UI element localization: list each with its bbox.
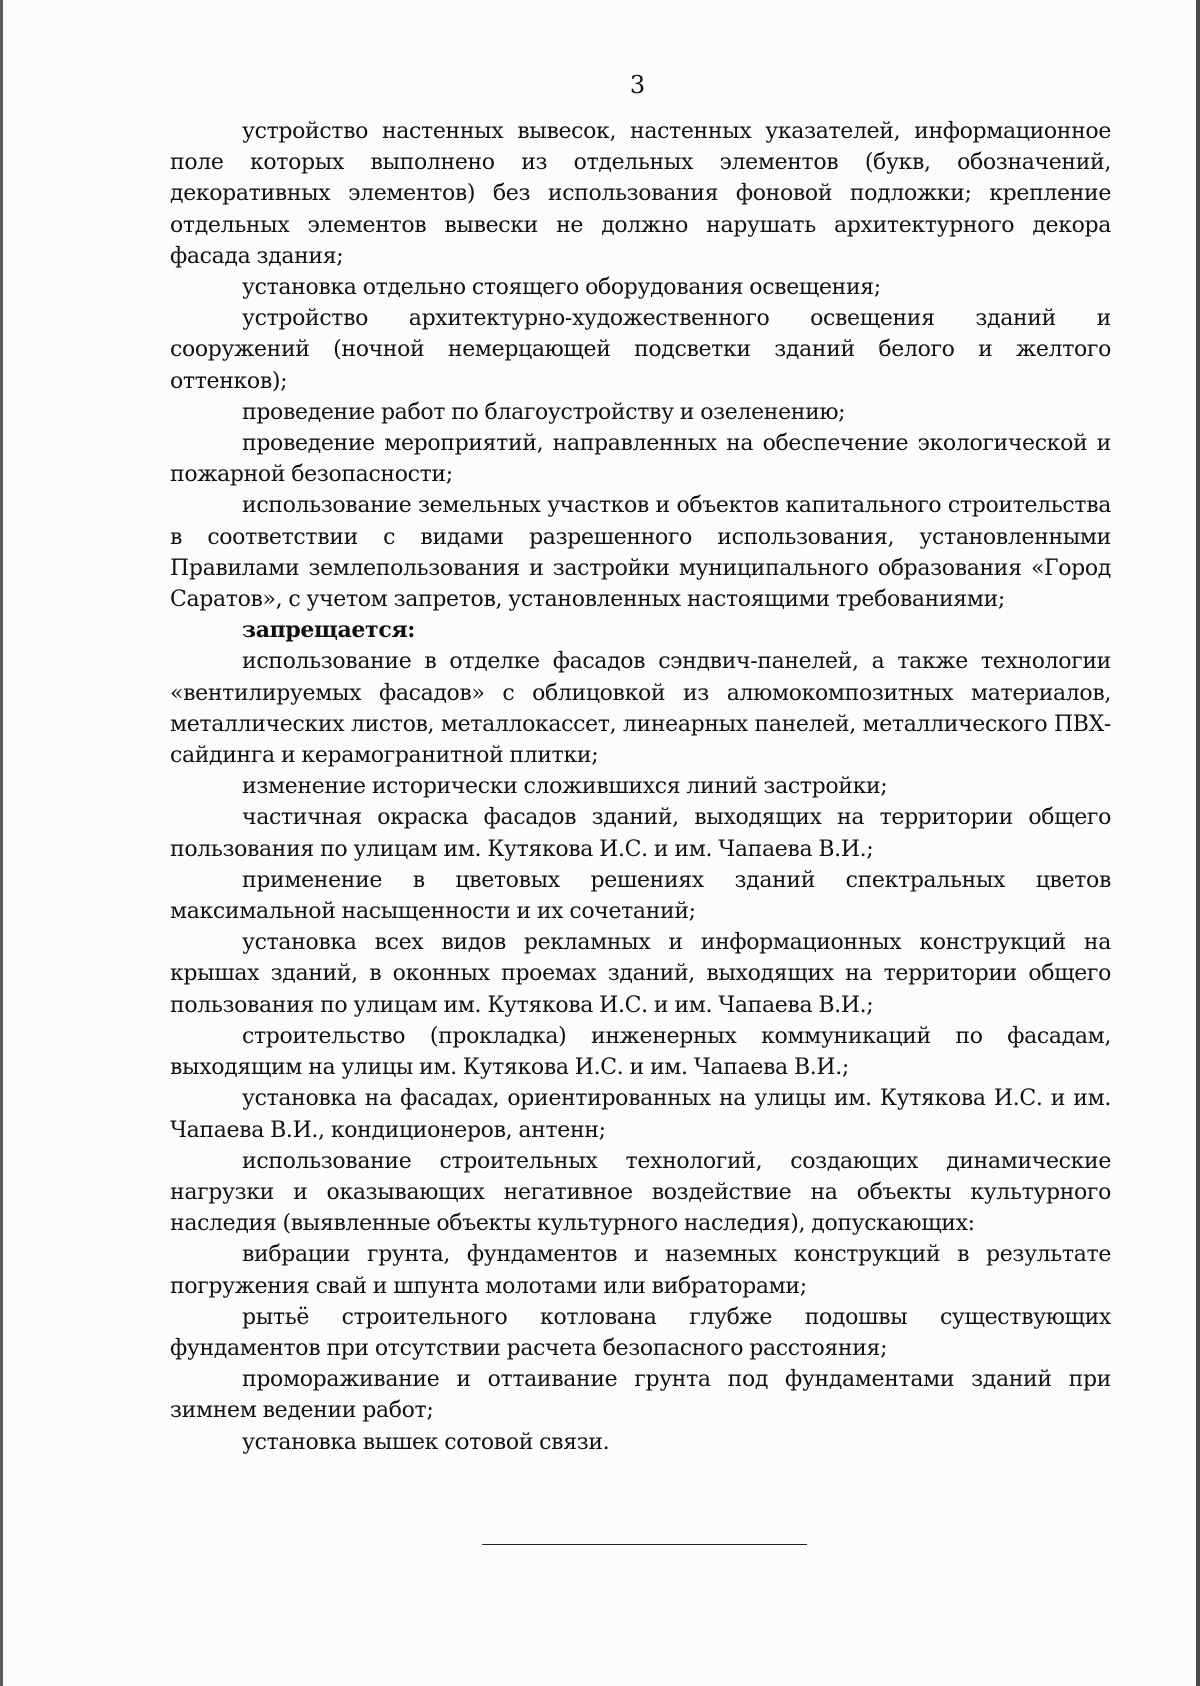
paragraph-signage: устройство настенных вывесок, настенных указателей, информационное поле которых выполнено из отдельных элементов (букв, обозначений, декоративных элементов) без использования фоновой подложки; крепление отдельных элементов вывески не должно нарушать архитектурного декора фасада здания; (170, 119, 1111, 269)
paragraph-air-conditioners: установка на фасадах, ориентированных на улицы им. Кутякова И.С. и им. Чапаева В.И., кондиционеров, антенн; (170, 1086, 1111, 1143)
end-divider-line (482, 1544, 807, 1545)
paragraph-safety-measures: проведение мероприятий, направленных на обеспечение экологической и пожарной безопасности; (170, 431, 1111, 488)
paragraph-vibrations: вибрации грунта, фундаментов и наземных конструкций в результате погружения свай и шпунта молотами или вибраторами; (170, 1242, 1111, 1299)
paragraph-freezing: промораживание и оттаивание грунта под фундаментами зданий при зимнем ведении работ; (170, 1367, 1111, 1424)
paragraph-construction-technologies: использование строительных технологий, создающих динамические нагрузки и оказывающих негативное воздействие на объекты культурного наследия (выявленные объекты культурного наследия), допускающих: (170, 1148, 1111, 1237)
paragraph-cell-towers: установка вышек сотовой связи. (242, 1429, 610, 1455)
scan-edge-right (1196, 0, 1200, 1686)
paragraph-excavation: рытьё строительного котлована глубже подошвы существующих фундаментов при отсутствии расчета безопасного расстояния; (170, 1304, 1111, 1361)
paragraph-lighting-equipment: установка отдельно стоящего оборудования освещения; (242, 275, 881, 301)
document-body (170, 116, 1111, 1458)
paragraph-facade-materials: использование в отделке фасадов сэндвич-панелей, а также технологии «вентилируемых фасадов» с облицовкой из алюмокомпозитных материалов, металлических листов, металлокассет, линеарных панелей, металлического ПВХ-сайдинга и керамогранитной плитки; (170, 649, 1111, 769)
prohibited-heading: запрещается: (242, 617, 416, 644)
paragraph-advertising: установка всех видов рекламных и информационных конструкций на крышах зданий, в оконных проемах зданий, выходящих на территории общего пользования по улицам им. Кутякова И.С. и им. Чапаева В.И.; (170, 930, 1111, 1018)
paragraph-building-lines: изменение исторически сложившихся линий застройки; (242, 774, 888, 800)
paragraph-partial-painting: частичная окраска фасадов зданий, выходящих на территории общего пользования по улицам им. Кутякова И.С. и им. Чапаева В.И.; (170, 805, 1111, 862)
paragraph-spectral-colors: применение в цветовых решениях зданий спектральных цветов максимальной насыщенности и их сочетаний; (170, 867, 1111, 925)
paragraph-landscaping: проведение работ по благоустройству и озеленению; (242, 399, 846, 425)
paragraph-utilities: строительство (прокладка) инженерных коммуникаций по фасадам, выходящим на улицы им. Кутякова И.С. и им. Чапаева В.И.; (170, 1023, 1111, 1081)
page-number: 3 (629, 71, 646, 99)
scan-edge-left (0, 0, 3, 1686)
paragraph-architectural-lighting: устройство архитектурно-художественного освещения зданий и сооружений (ночной немерцающей подсветки зданий белого и желтого оттенков); (170, 306, 1111, 394)
paragraph-land-use: использование земельных участков и объектов капитального строительства в соответствии с видами разрешенного использования, установленными Правилами землепользования и застройки муниципального образования «Город Саратов», с учетом запретов, установленных настоящими требованиями; (170, 493, 1111, 613)
